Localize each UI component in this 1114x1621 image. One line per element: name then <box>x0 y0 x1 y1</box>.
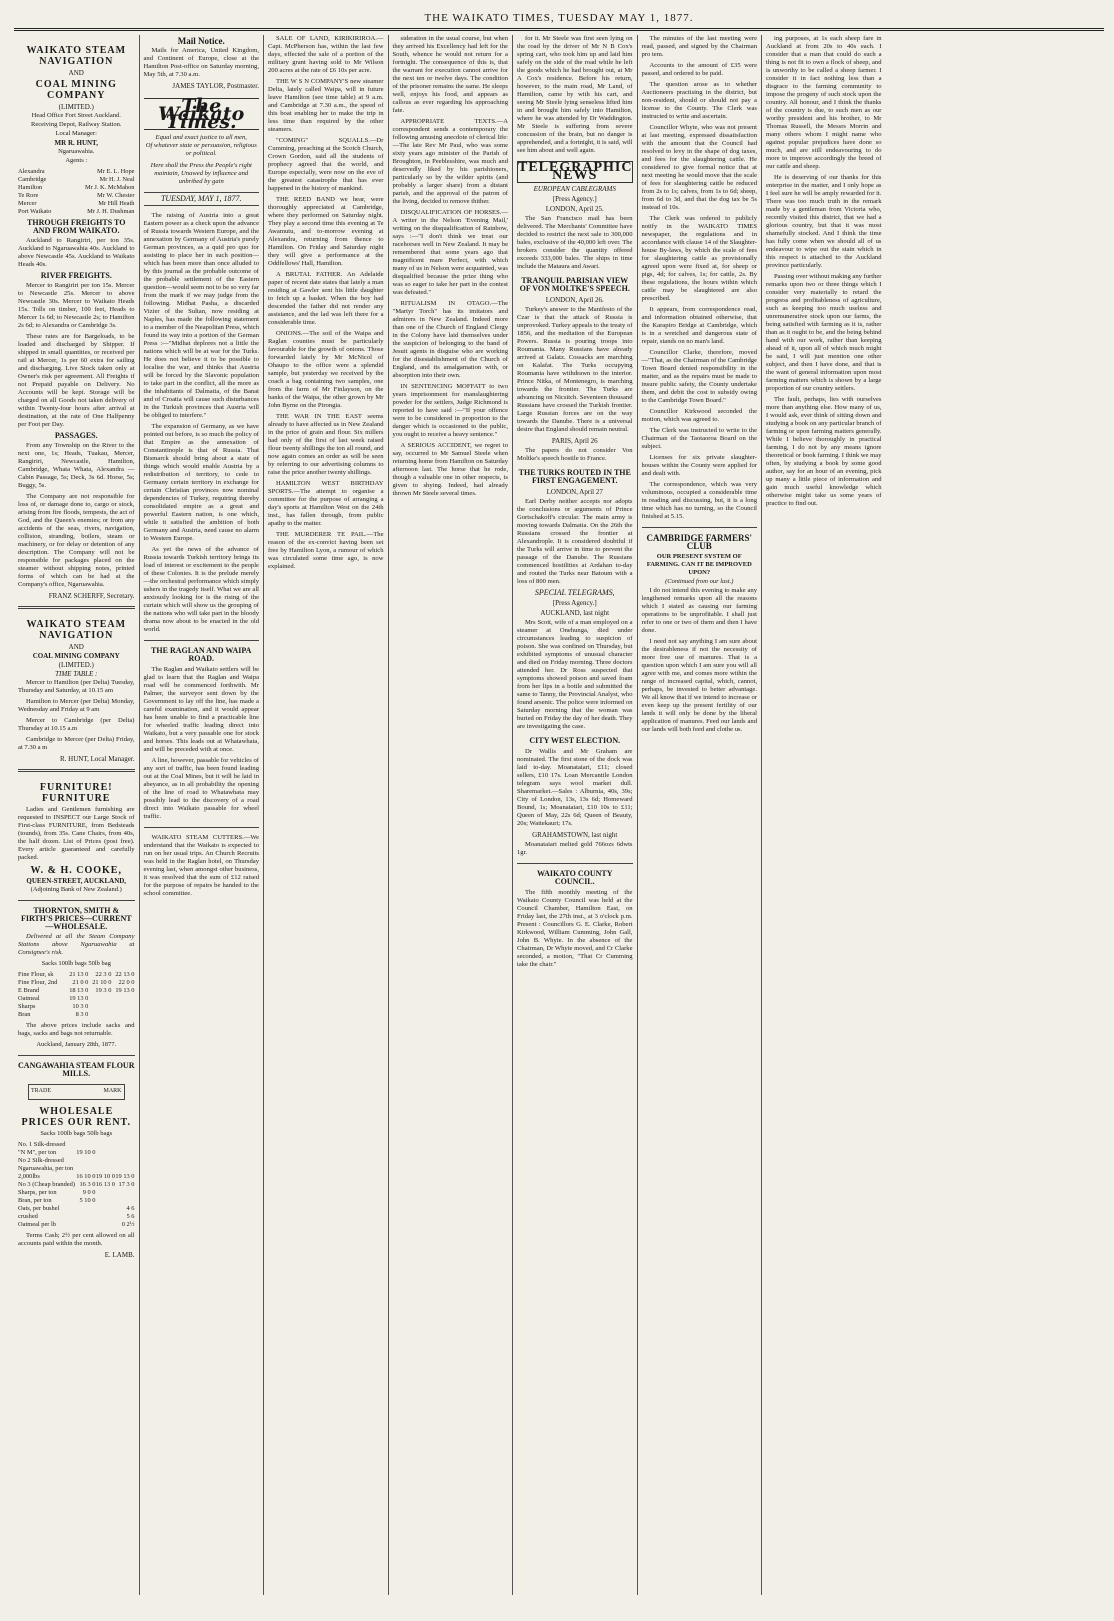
mills-signature: E. LAMB. <box>104 1251 135 1259</box>
telegram-text: The papers do not consider Von Moltke's speech hostile to France. <box>517 447 633 462</box>
agent-place: Alexandra <box>18 168 45 175</box>
column-5 <box>512 35 637 1595</box>
timetable-ad <box>18 619 135 763</box>
divider <box>144 827 260 828</box>
telegram-text: Mrs Scott, wife of a man employed on a steamer at Onehunga, died under circumstances leading to suspicion of poison. She was confined on Thursday, but exhibited symptoms of unusual character and died on Friday morning. Three doctors attended her. Dr Ross suspected that symptoms showed poison and saved foam from her lips in a bottle and submitted the same to Tanny, the Provincial Analyst, who found arsenic. The police were informed on Saturday morning that the woman was buried on Friday the day of her death. They are investigating the case. <box>517 619 633 730</box>
news-paragraph: APPROPRIATE TEXTS.—A correspondent sends a contemporary the following amusing anecdote of clerical life:—The late Rev Mr Paul, who was some sixty years ago minister of the Parish of Broughton, in Peeblesshire, was much and deservedly liked by his parishioners, particularly so by the wilder spirits (and probably a larger share) from a distant parish, and the approval of the patron of the living, decided to remove thither. <box>392 118 508 205</box>
furniture-text: Ladies and Gentlemen furnishing are requested to INSPECT our Large Stock of First-class FURNITURE, from Bedsteads (tounds), from 35s. Cane Chairs, from 40s, the half dozen. List of Prices (post free). Every article guaranteed and carefully packed. <box>18 806 135 861</box>
dateline: LONDON, April 26. <box>545 296 604 304</box>
editorial-dateline: TUESDAY, MAY 1, 1877. <box>144 192 260 206</box>
timetable-line: Hamilton to Mercer (per Delta) Monday, Wednesday and Friday at 9 am <box>18 698 135 713</box>
price-header: Sacks 100lb bags 50lb bags <box>40 1130 113 1137</box>
agent-place: Hamilton <box>18 184 43 191</box>
ad-limited: (LIMITED.) <box>58 103 94 111</box>
agent-name: Mr J. K. McMahon <box>84 184 135 191</box>
furniture-address: QUEEN-STREET, AUCKLAND, <box>26 877 127 885</box>
dateline: LONDON, April 27 <box>546 488 603 496</box>
table-row <box>18 987 135 995</box>
council-paragraph: Licenses for six private slaughter-houses within the County were applied for and dealt with. <box>641 454 757 477</box>
motto-line: Of whatever state or persuasion, religious or political. <box>145 142 257 157</box>
council-paragraph: Councillor Whyte, who was not present at last meeting, expressed dissatisfaction with the amount that the Council had resolved to levy in the shape of dog taxes, and fees for the slaughtering cattle. He considered to give formal notice that at next meeting he would move that the scale of fees for slaughtering cattle be reduced from 2s to 1s; calves, from 1s to 6d; sheep, from 6d to 3d, and that the dog tax be 5s instead of 10s. <box>641 124 757 211</box>
motto-line: Equal and exact justice to all men, <box>155 134 247 141</box>
news-paragraph: THE W S N COMPANY'S new steamer Delta, lately called Waipa, will in future leave Hamilton (see time table) at 9 a.m. and Cambridge at 7.30 a.m., the speed of this boat enabling her to make the trip in less time than required by the other steamers. <box>268 78 384 133</box>
editorial-paragraph: The raising of Austria into a great Eastern power as a check upon the advance of Russia towards Western Europe, and the annexation by Germany of Austria's purely German provinces, as a quid pro quo for assisting to place her in such position—which has been more than once alluded to by this journal as the probable outcome of the probable settlement of the Eastern question—would seem not to be so very far from the mark if we may judge from the following. Midhat Pasha, a discarded Vizier of the Sultan, now residing at Naples, has made the following statement to a member of the Neapolitan Press, which found its way into a portion of the German Press :—"Midhat deplores not a little the nations which will be at war for the Turks. He does not believe it to be possible to localise the war, and thinks that Austria will be forced by the Slavonic population to take part in the conflict, all the more as the inhabitants of Dalmatia, of the Banat and of Croatia will cause such disturbances in the Turkish provinces that Austria will be obliged to interfere." <box>143 212 259 419</box>
news-paragraph: for it. Mr Steele was first seen lying on the road by the driver of Mr N B Cox's spring cart, who took him up and laid him safely on the side of the road while he left the goods which he had brought out, at Mr A Cox's residence. Before his return, however, to the main road, Mr Land, of Hamilton, came by with his cart, and seeing Mr Steele lying senseless lifted him in and brought him safely into Hamilton, where he was attended by Dr Waddington. Mr Steele is suffering from severe concussion of the brain, but no danger is apprehended, and a fortnight, it is said, will see him about and well again. <box>517 35 633 154</box>
ad-subtitle: COAL MINING COMPANY <box>32 652 120 660</box>
ad-subtitle: COAL MINING COMPANY <box>35 79 117 101</box>
passages-text: From any Township on the River to the next one, 1s; Heads, Tuakau, Mercer, Rangiriri, Newcastle, Hamilton, Cambridge, Whata Whata, Alexandra — Cabin Passage, 5s; Deck, 3s 6d. Horse, 5s; Buggy, 5s. <box>18 442 135 489</box>
divider <box>144 640 260 641</box>
price: 17 3 0 <box>118 1181 135 1188</box>
editorial-paragraph: The expansion of Germany, as we have pointed out before, is so much the policy of that Empire as the annexation of Constantinople is that of Russia. That Bismarck should bring about a state of things which would enable Austria by a redistribution of territory, to cede to Germany certain territory in exchange for certain Christian provinces now nominal dependencies of Turkey, requiring thereby consolidated empire as a great and powerful Eastern nation, is one which, while it satisfied the ambition of both Germany and Austria, need cause no alarm to Western Europe. <box>143 423 259 542</box>
passages-title: PASSAGES. <box>54 431 98 440</box>
price: 22 0 0 <box>118 979 135 986</box>
flour-prices-title: THORNTON, SMITH & FIRTH'S PRICES—CURRENT—WHOLESALE. <box>20 906 132 931</box>
agent-place: Te Rore <box>18 192 39 199</box>
news-paragraph: WAIKATO STEAM CUTTERS.—We understand that the Waikato is expected to run on her usual trips. An Church Recruits was held in the Raglan hotel, on Thursday evening last, when amongst other business, it was resolved that the sum of £12 raised for the purpose of repairs be handed to the school committee. <box>143 834 259 897</box>
trade-mark-box <box>28 1084 125 1100</box>
news-paragraph: THE WAR IN THE EAST seems already to have affected us in New Zealand in the price of grain and flour. Six millers had only of the first of last week raised flour twenty shillings the ton all round, and now again comes an order as will be seen by referring to our advertising columns to raise the price another twenty shillings. <box>268 413 384 476</box>
price: 19 13 0 <box>69 995 89 1002</box>
wholesale-title: WHOLESALE PRICES OUR RENT. <box>21 1106 131 1128</box>
farming-paragraph: He is deserving of our thanks for this enterprise in the matter, and I only hope as I feel sure he will be amply rewarded for it. There was too much truth in the remark made by a gentleman from Victoria who, recently visited this district, that we had a glorious country, but that it was most shamefully stocked. And I think the time has fully come when we should all of us endeavour to wipe out the stain which in this respect is attached to the Auckland province particularly. <box>766 174 882 269</box>
price: 22 3 0 <box>95 971 112 978</box>
timetable-label: TIME TABLE : <box>55 670 98 678</box>
column-3 <box>263 35 388 1595</box>
timetable-line: Mercer to Hamilton (per Delta) Tuesday, Thursday and Saturday, at 10.15 am <box>18 679 135 694</box>
item: Oatmeal <box>18 995 40 1002</box>
council-paragraph: Councillor Clarke, therefore, moved—"That, as the Chairman of the Cambridge Town Board denied responsibility in the matter, and as the repairs must be made to insure public safety, the County undertake them, and debit the cost to subsidy owing to the Cambridge Town Board." <box>641 349 757 404</box>
item: No. 1 Silk-dressed <box>18 1141 66 1148</box>
council-paragraph: The minutes of the last meeting were read, passed, and signed by the Chairman pro tem. <box>641 35 757 58</box>
item: crushed <box>18 1213 38 1220</box>
special-telegrams-heading: SPECIAL TELEGRAMS, <box>534 588 615 597</box>
agent-place: Cambridge <box>18 176 47 183</box>
ad-title: WAIKATO STEAM NAVIGATION <box>26 619 127 641</box>
telegram-heading: TRANQUIL PARISIAN VIEW OF VON MOLTKE'S SPEECH. <box>519 276 630 293</box>
flour-mills-ad <box>18 1062 135 1259</box>
price: 21 10 0 <box>92 979 112 986</box>
table-row <box>18 1205 135 1213</box>
item: Ngaruawahia, per ton <box>18 1165 74 1172</box>
price: 5 6 <box>126 1213 135 1220</box>
ad-title: WAIKATO STEAM NAVIGATION <box>26 45 127 67</box>
item: Fine Flour, sk <box>18 971 54 978</box>
column-2 <box>139 35 264 1595</box>
column-6 <box>637 35 762 1595</box>
price-header: Sacks 100lb bags 50lb bag <box>41 960 111 967</box>
price: 8 3 0 <box>75 1011 89 1018</box>
ad-manager: MR R. HUNT, <box>54 139 98 147</box>
farming-paragraph: The fault, perhaps, lies with ourselves more than anything else. How many of us, I would ask, ever think of sitting down and studying a book on any particular branch of farming or upon farming matters generally. While I believe thoroughly in practical farming, I do not by any means ignore theoretical or book farming. I think we may often, by studying a book by some good author, say for an hour of an evening, pick up many a little piece of information and gain much useful knowledge which otherwise might take us some years of practice to find out. <box>766 396 882 507</box>
dateline: AUCKLAND, last night <box>540 609 610 617</box>
raglan-paragraph: The Raglan and Waikato settlers will be glad to learn that the Raglan and Waipa road will be commenced forthwith. Mr Palmer, the surveyor sent down by the Government to lay off the line, has made a careful examination, and it would appear has been unable to find a practicable line for wheeled traffic leading direct into Waikato, but a very passable one for stock and horses. This leads out at Whatawhata, and will be preceded with at once. <box>143 666 259 753</box>
furniture-adjoin: (Adjoining Bank of New Zealand.) <box>30 886 122 893</box>
item: No 3 (Cheap branded) <box>18 1181 75 1188</box>
news-paragraph: THE REED BAND we hear, were thoroughly appreciated at Cambridge, where they performed on Saturday night. They play a second time this evening at Te Awamutu, and to-morrow evening at Alexandra, returning from thence to Hamilton. On Friday and Saturday night they will give a performance at the Oddfellows' Hall, Hamilton. <box>268 196 384 267</box>
table-row <box>18 995 135 1003</box>
table-row <box>18 1157 135 1165</box>
column-1 <box>14 35 139 1595</box>
item: No 2 Silk-dressed <box>18 1157 64 1164</box>
agent-name: Mr W. Chester <box>97 192 135 199</box>
column-7 <box>761 35 886 1595</box>
news-paragraph: A SERIOUS ACCIDENT, we regret to say, occurred to Mr Samuel Steele when returning home from Hamilton on Saturday afternoon last. The horse that he rode, though a valuable one in other respects, is given to shying. Indeed, had already thrown Mr Steele several times. <box>392 442 508 497</box>
divider <box>18 900 135 901</box>
agents-table <box>18 168 135 216</box>
timetable-line: Cambridge to Mercer (per Delta) Friday, at 7.30 a m <box>18 736 135 751</box>
agent-name: Mr E. L. Hope <box>97 168 135 175</box>
council-paragraph: The correspondence, which was very voluminous, occupied a considerable time in reading and discussing, but, it is a long time which has no turning, so the Council finished at 5.15. <box>641 481 757 520</box>
table-row <box>18 1149 135 1157</box>
divider <box>517 863 633 864</box>
price-note: The above prices include sacks and bags, sacks and bags not returnable. <box>18 1022 135 1037</box>
table-row <box>18 1011 135 1019</box>
terms-text: Terms Cash; 2½ per cent allowed on all accounts paid within the month. <box>18 1232 135 1247</box>
ad-office: Head Office Fort Street Auckland. <box>31 112 121 119</box>
continued-label: (Continued from our last.) <box>665 578 734 585</box>
press-agency-label: [Press Agency.] <box>552 599 597 607</box>
furniture-title: FURNITURE! FURNITURE <box>39 782 113 804</box>
mail-notice-text: Mails for America, United Kingdom, and Continent of Europe, close at the Hamilton Post-office on Saturday morning, May 5th, at 7.30 a.m. <box>143 47 259 78</box>
council-paragraph: It appears, from correspondence read, and information obtained otherwise, that the Karapiro Bridge at Cambridge, which is in a wretched and dangerous state of repair, stands on no man's land. <box>641 306 757 345</box>
council-paragraph: Councillor Kirkwood seconded the motion, which was agreed to. <box>641 408 757 423</box>
price: 19 13 0 <box>115 987 135 994</box>
election-heading: CITY WEST ELECTION. <box>529 736 621 745</box>
agent-row <box>18 200 135 208</box>
flour-prices-ad <box>18 907 135 1049</box>
liability-text: The Company are not responsible for loss of, or damage done to, cargo or stock, arising from fire floods, tempests, the act of God, and the Queen's enemies; or from any accidents of the seas, rivers, navigation, collision, stranding, boilers, steam or machinery, or for delay or detention of any description. The Company will not be responsible for packages placed on the steamer without shipping notes, printed forms of which can be had at the Company's office, Ngaruawahia. <box>18 493 135 588</box>
item: "N M", per ton <box>18 1149 57 1156</box>
news-paragraph: SALE OF LAND, KIRIKIRIROA.—Capt. McPherson has, within the last few days, effected the sale of a portion of the military grant having sold to Mr Wilson 200 acres at the rate of £6 10s per acre. <box>268 35 384 74</box>
table-row <box>18 1141 135 1149</box>
price: 4 6 <box>126 1205 135 1212</box>
council-paragraph: The question arose as to whether Auctioneers practising in the district, but non-resident, should or should not pay a license to the County. The Clerk was instructed to write and ascertain. <box>641 81 757 120</box>
steam-navigation-ad <box>18 45 135 600</box>
table-row <box>18 1181 135 1189</box>
item: Fine Flour, 2nd <box>18 979 58 986</box>
flour-price-table <box>18 971 135 1019</box>
county-council-heading: WAIKATO COUNTY COUNCIL. <box>537 869 613 886</box>
news-paragraph: DISQUALIFICATION OF HORSES.—A writer in the Nelson 'Evening Mail,' writing on the disqualification of Rainbow, says :—"I don't think we treat our racehorses well in New Zealand. It may be remembered that some years ago that magnificent mare Perfect, with which many of us in Nelson were acquainted, was disqualified because the prize thing who was so eager to take her part in the contest was defeated." <box>392 209 508 296</box>
council-paragraph: The Clerk was instructed to write to the Chairman of the Taotaoroa Board on the subject. <box>641 427 757 450</box>
mark-label: MARK <box>103 1088 122 1094</box>
manager-signature: R. HUNT, Local Manager. <box>59 755 135 763</box>
table-row <box>18 979 135 987</box>
ad-and: AND <box>68 643 84 651</box>
mills-price-table <box>18 1141 135 1229</box>
secretary-signature: FRANZ SCHERFF, Secretary. <box>48 592 135 600</box>
agent-row <box>18 192 135 200</box>
table-row <box>18 1221 135 1229</box>
price: 19 3 0 <box>95 987 112 994</box>
ad-agents-label: Agents : <box>65 157 88 164</box>
telegram-text: Moanataiari melted gold 766ozs 6dwts 1gr. <box>517 841 633 856</box>
ad-manager-label: Local Manager: <box>55 130 97 137</box>
price: 22 13 0 <box>115 971 135 978</box>
ad-receiving: Receiving Depot, Railway Station. <box>31 121 122 128</box>
furniture-firm: W. & H. COOKE, <box>30 865 122 876</box>
agent-row <box>18 168 135 176</box>
telegram-text: The San Francisco mail has been delivered. The Merchants' Committee have decided to restrict the next sale to 300,000 bales, exclusive of the 40,000 left over. The brokers consider the quantity offered exceeds 333,000 bales. The ships in time include the Mataura and Awari. <box>517 215 633 270</box>
telegram-text: Earl Derby neither accepts nor adopts the conclusions or arguments of Prince Gortschakoff's circular. The main army is moving towards Dalmatia. On the 26th the Russians crossed the frontier at Alexandrople. It is considered doubtful if the Turks will arrive in time to prevent the passage of the Danube. The Russians commenced hostilities at Ardahan to-day and routed the Turks near Batoum with a loss of 800 men. <box>517 498 633 585</box>
price: 16 13 0 <box>95 1181 115 1188</box>
timetable-line: Mercer to Cambridge (per Delta) Thursday at 10.15 a.m <box>18 717 135 732</box>
news-paragraph: A BRUTAL FATHER. An Adelaide paper of recent date states that lately a man residing at Gawler sent his little daughter to fetch up a basket. When the boy had descended the father did not render any assistance, and the lad was left there for a considerable time. <box>268 271 384 326</box>
table-row <box>18 971 135 979</box>
river-freights-title: RIVER FREIGHTS. <box>40 271 112 280</box>
price: 5 10 0 <box>79 1197 96 1204</box>
raglan-paragraph: A line, however, passable for vehicles of any sort of traffic, has been found leading out at the Coal Mines, but it will be laid in abeyance, as in all probability the opening of the line of road to Whatawhata may possibly lead to the discovery of a road direct into Waikato passable for wheel traffic. <box>143 757 259 820</box>
item: Oatmeal per lb <box>18 1221 56 1228</box>
mail-notice-title: Mail Notice. <box>177 36 225 46</box>
price: 21 13 0 <box>69 971 89 978</box>
news-paragraph: RITUALISM IN OTAGO.—The "Martyr Torch" has its imitators and admirers in New Zealand. Indeed more than one of the Church of England Clergy in the Colony have laid themselves under the suspicion of belonging to the band of Jesuit agents in disguise who are working for the disestablishment of the Church of England, and its amalgamation with, or absorption into their own. <box>392 300 508 379</box>
price: 16 10 0 <box>76 1173 96 1180</box>
agent-place: Port Waikato <box>18 208 52 215</box>
item: Bran, per ton <box>18 1197 52 1204</box>
news-paragraph: ONIONS.—The soil of the Waipa and Raglan counties must be particularly favourable for the growth of onions. Those forwarded lately by Mr McNicol of Ohaupo to the office were a splendid sample, but yesterday we received by the coach a bag containing two samples, one from the farm of Mr Finlayson, on the banks of the Waipa, the other grown by Mr John Byrne on the Pirongia. <box>268 330 384 409</box>
agent-name: Mr H. J. Neal <box>99 176 135 183</box>
agent-place: Mercer <box>18 200 37 207</box>
price: 16 3 0 <box>79 1181 96 1188</box>
news-paragraph: IN SENTENCING MOFFATT to two years imprisonment for manslaughtering powder for the settlers, Judge Richmond is reported to have said :—"If your offence were to be considered in proportion to the danger which is occasioned to the public, you ought to receive a heavy sentence." <box>392 383 508 438</box>
price: 10 3 0 <box>72 1003 89 1010</box>
table-row <box>18 1003 135 1011</box>
table-row <box>18 1165 135 1173</box>
table-row <box>18 1189 135 1197</box>
agent-row <box>18 184 135 192</box>
telegram-text: Turkey's answer to the Manifesto of the Czar is that the attack of Russia is unprovoked. Turkey appeals to the treaty of 1856, and the mediation of the European Powers. Russia is pouring troops into Roumania. Many Russians have already arrived at Galatz. Cossacks are marching on Kalafat. The Turks occupying Roumania have withdrawn to the interior. Prince Nitka, of Montenegro, is marching towards the frontier. The Turks are advancing on Nicsitch. Seventeen thousand Russians have crossed the Turkish frontier. Large Russian forces are on the way towards the Danube. There is a universal desire that England should remain neutral. <box>517 306 633 433</box>
page-masthead: THE WAIKATO TIMES, TUESDAY MAY 1, 1877. <box>14 6 1104 31</box>
delivery-note: Delivered at all the Steam Company Stations above Ngaruawahia at Consignee's risk. <box>18 933 135 956</box>
agent-row <box>18 208 135 216</box>
ad-place: Ngaruawahia. <box>58 148 95 155</box>
table-row <box>18 1197 135 1205</box>
item: Sharps <box>18 1003 36 1010</box>
columns <box>14 35 1104 1595</box>
table-row <box>18 1173 135 1181</box>
telegraphic-news-heading: TELEGRAPHIC NEWS <box>518 160 633 183</box>
price: 19 13 0 <box>115 1173 135 1180</box>
council-text: The fifth monthly meeting of the Waikato County Council was held at the Council Chamber, Hamilton East, on Friday last, the 27th inst., at 3 o'clock p.m. Present : Councillors G. E. Clarke, Robert Kirkwood, William Cumming, John Gall, John B. Whyte. In the absence of the Chairman, Dr Whyte moved, and Cr Clarke seconded, a motion, "That Cr Cumming take the chair." <box>517 889 633 968</box>
freights-title: THROUGH FREIGHTS TO AND FROM WAIKATO. <box>27 218 126 235</box>
motto-line: Here shall the Press the People's right maintain, Unawed by influence and unbribed by gain <box>150 162 252 185</box>
farming-paragraph: I need not say anything I am sure about the desirableness if not the necessity of more free use of manures. That is a question upon which I am sure you will all agree with me, and comes more within the range of increased capital, which, cannot, perhaps, be invested to better advantage. We all know that if we intend to increase or even keep up the present fertility of our lands it will only be done by the liberal application of manures. Feed our lands and our lands will both feed and clothe us. <box>641 638 757 733</box>
editorial-paragraph: As yet the news of the advance of Russia towards Turkish territory brings its load of interest or excitement to the people of these Colonies. It is the prelude merely—the orchestral performance which simply ushers in the tragedy itself. What we are all anxiously looking for is the rising of the curtain which will show us the grouping of the nations who will take part in the bloody drama now about to be enacted in the old world. <box>143 546 259 633</box>
european-cablegrams-heading: EUROPEAN CABLEGRAMS <box>533 185 616 193</box>
dateline: LONDON, April 25. <box>545 205 604 213</box>
river-freights-text: Mercer to Rangiriri per ton 15s. Mercer to Newcastle 25s. Mercer to above Newcastle 30s. Mercer to Waikato Heads 15s. Tolls on timber, 100 feet, Heads to Mercer 1s 6d; to Newcastle 2s; to Hamilton 2s 6d; to Alexandra or Cambridge 3s. <box>18 282 135 329</box>
item: Oats, per bushel <box>18 1205 60 1212</box>
divider <box>18 769 135 772</box>
farming-paragraph: Passing over without making any further remarks upon two or three things which I consider very materially to retard the progress and profitableness of agriculture, such as keeping too much useless and unremunerative stock upon our farms, the being satisfied with farming as it is, rather than as it ought to be, and the being behind hand with our work, rather than keeping ahead of it, upon all of which much might be said, I will just mention one other subject, and then I have done, and that is the want of general information upon most farming matters which is shown by a large proportion of our country settlers. <box>766 273 882 392</box>
price: 0 2½ <box>121 1221 135 1228</box>
price: 9 0 0 <box>82 1189 96 1196</box>
farming-paragraph: ing purposes, at 1s each sheep fare in Auckland at from 20s to 40s each. I consider that a man that could do such a thing is not fit to own a flock of sheep, and is unworthy to be called a sheep farmer. I consider it in fact nothing less than a disgrace to the farming community to impose the progeny of such stock upon the country. All honour, and I think the thanks of the country is due, to such men as our worthy president and his brother, to Mr Thomas Russell, the Messrs Morrin and many others whom I might name who against popular prejudices have done so much, and are still endeavouring to do more to improve accordingly the breed of our cattle and sheep. <box>766 35 882 170</box>
price: 21 0 0 <box>72 979 89 986</box>
price: 19 10 0 <box>95 1173 115 1180</box>
freights-text: Auckland to Rangiriri, per ton 35s. Auckland to Ngaruawahia 40s. Auckland to above Newcastle 45s. Auckland to Waikato Heads 40s. <box>18 237 135 268</box>
price: 19 10 0 <box>76 1149 96 1156</box>
trade-label: TRADE <box>31 1088 51 1094</box>
divider <box>18 1055 135 1056</box>
divider <box>18 606 135 609</box>
news-paragraph: HAMILTON WEST BIRTHDAY SPORTS.—The attempt to organise a committee for the purpose of arranging a day's sports at Hamilton West on the 24th inst., has fallen through, from public apathy to the matter. <box>268 480 384 527</box>
item: 2,000lbs <box>18 1173 40 1180</box>
item: Bran <box>18 1011 31 1018</box>
news-paragraph: "COMING" SQUALLS.—Dr Cumming, preaching at the Scotch Church, Crown Gordon, said all the students of prophecy agreed that the world, and Europe especially, were now on the eve of the greatest catastrophe that has ever happened in the history of mankind. <box>268 137 384 192</box>
council-paragraph: The Clerk was ordered to publicly notify in the WAIKATO TIMES newspaper, the regulations and in accordance with clause 14 of the Slaughter-house By-laws, by which the scale of fees for slaughtering cattle as provisionally agreed upon were fixed at, for sheep or pigs, 4d; for calves, 1s; for cattle, 2s. By these regulations, the hours within which cattle may be slaughtered are also prescribed. <box>641 215 757 302</box>
divider <box>642 527 758 528</box>
item: E Brand <box>18 987 40 994</box>
ad-and: AND <box>68 69 84 77</box>
furniture-ad <box>18 782 135 894</box>
council-paragraph: Accounts to the amount of £35 were passed, and ordered to be paid. <box>641 62 757 77</box>
postmaster-signature: JAMES TAYLOR, Postmaster. <box>172 82 259 90</box>
telegram-heading: THE TURKS ROUTED IN THE FIRST ENGAGEMENT. <box>518 468 631 485</box>
mills-title: CANGAWAHIA STEAM FLOUR MILLS. <box>18 1061 135 1078</box>
freight-conditions: These rates are for Bargeloads, to be loaded and discharged by Shipper. If shipped in small quantities, or received per rail at Mercer, 1s per 60 extra for sailing and discharging. Live Stock taken only at Owner's risk per agreement. All Freights if not Prepaid payable on Delivery. No Accounts will be kept. Storage will be charged on all Goods not taken delivery of within Twenty-four hours after arrival at destination, at the rate of One Halfpenny per Foot per Day. <box>18 333 135 428</box>
table-row <box>18 1213 135 1221</box>
newspaper-logo: The Waikato Times. <box>144 98 260 130</box>
item: Sharps, per ton <box>18 1189 57 1196</box>
agent-row <box>18 176 135 184</box>
farmers-club-subheading: OUR PRESENT SYSTEM OF FARMING. CAN IT BE IMPROVED UPON? <box>646 553 752 576</box>
price: 18 13 0 <box>69 987 89 994</box>
ad-limited: (LIMITED.) <box>58 661 94 669</box>
price-date: Auckland, January 28th, 1877. <box>36 1041 117 1048</box>
raglan-road-heading: THE RAGLAN AND WAIPA ROAD. <box>151 646 252 663</box>
news-paragraph: THE MURDERER TE PAIL.—The reason of the ex-convict having been set free by Hamilton Lyon, a rumour of which was circulated some time ago, is now explained. <box>268 531 384 570</box>
agent-name: Mr Hill Heath <box>98 200 135 207</box>
agent-name: Mr J. H. Dushman <box>87 208 135 215</box>
press-agency-label: [Press Agency.] <box>552 195 597 203</box>
telegram-text: Dr Wallis and Mr Graham are nominated. The first stone of the dock was laid to-day. Moanataiari, £11; closed sellers, £10 17s. Loan Mercantile London telegram says wool market dull. Sharemarket.—Sales : Alburnia, 40s, 39s; City of London, 13s, 13s 6d; Homeward Bound, 1s; Moanataiari, £10 10s to £11; Queen of May, 22s 6d; Queen of Beauty, 20s; Waitekauri; 17s. <box>517 748 633 827</box>
column-4 <box>388 35 513 1595</box>
news-paragraph: sideration in the usual course, but when they arrived his Excellency had left for the South, whence he would not return for a fortnight. The consequence of this is, that the warrant for execution cannot arrive for the next ten or twelve days. The condition of the prisoner remains the same. He sleeps well, enjoys his food, and appears as callous as ever regarding his approaching fate. <box>392 35 508 114</box>
farming-paragraph: I do not intend this evening to make any lengthened remarks upon all the reasons which I stated as causing our farming operations to be unprofitable. I shall just refer to one or two of them and then I have done. <box>641 587 757 634</box>
dateline: GRAHAMSTOWN, last night <box>532 831 618 839</box>
farmers-club-heading: CAMBRIDGE FARMERS' CLUB <box>646 533 753 551</box>
dateline: PARIS, April 26 <box>551 437 598 445</box>
